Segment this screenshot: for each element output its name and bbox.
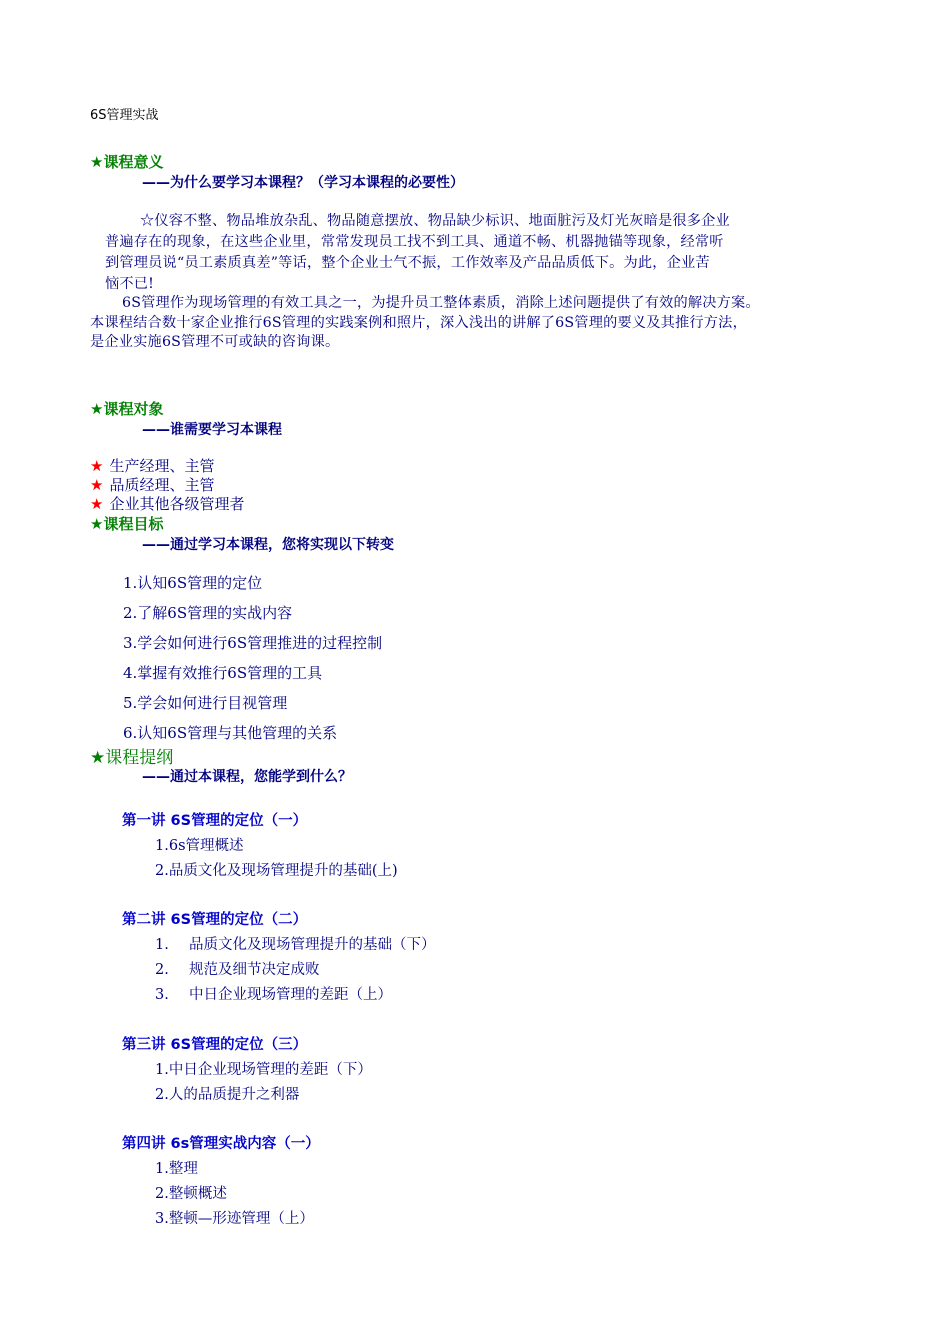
lecture-item-text: 中日企业现场管理的差距（上） xyxy=(189,987,392,1003)
lecture-item-number: 1. xyxy=(155,1062,169,1078)
audience-item-label: 企业其他各级管理者 xyxy=(109,495,245,513)
lecture-title: 第一讲 6S管理的定位（一） xyxy=(122,813,308,829)
audience-item xyxy=(90,455,214,476)
lecture-item xyxy=(155,1058,372,1079)
lecture-item-number: 1. xyxy=(155,937,169,953)
goal-item: 6.认知6S管理与其他管理的关系 xyxy=(123,724,338,742)
significance-para2-line: 本课程结合数十家企业推行6S管理的实践案例和照片，深入浅出的讲解了6S管理的要义及其推行方法， xyxy=(90,315,747,331)
lecture-item-text: 中日企业现场管理的差距（下） xyxy=(168,1062,372,1078)
lecture-item-text: 整顿概述 xyxy=(168,1186,227,1202)
lecture-item-text: 人的品质提升之利器 xyxy=(168,1087,300,1103)
audience-item-label: 品质经理、主管 xyxy=(109,476,215,494)
significance-para1-line: ☆仪容不整、物品堆放杂乱、物品随意摆放、物品缺少标识、地面脏污及灯光灰暗是很多企业 xyxy=(140,213,730,229)
lecture-item-number: 3. xyxy=(155,987,169,1003)
significance-subheading: ——为什么要学习本课程？（学习本课程的必要性） xyxy=(142,175,464,191)
lecture-item xyxy=(155,1207,314,1228)
lecture-item xyxy=(155,933,436,954)
goals-heading: ★课程目标 xyxy=(90,515,164,533)
goal-item: 1.认知6S管理的定位 xyxy=(123,574,263,592)
lecture-item-number: 2. xyxy=(155,1087,169,1103)
star-icon: ★ xyxy=(90,495,104,513)
lecture-item xyxy=(155,834,244,855)
audience-item xyxy=(90,474,214,495)
outline-subheading: ——通过本课程，您能学到什么？ xyxy=(142,769,352,785)
star-icon: ★ xyxy=(90,457,104,475)
lecture-item-text: 整理 xyxy=(168,1161,198,1177)
goals-subheading: ——通过学习本课程，您将实现以下转变 xyxy=(142,537,394,553)
significance-para2-line: 是企业实施6S管理不可或缺的咨询课。 xyxy=(90,334,340,350)
significance-para2-line: 6S管理作为现场管理的有效工具之一，为提升员工整体素质，消除上述问题提供了有效的解决方案。 xyxy=(122,295,760,311)
lecture-item xyxy=(155,1182,227,1203)
lecture-item-text: 品质文化及现场管理提升的基础(上) xyxy=(168,863,398,879)
significance-para1-line: 普遍存在的现象，在这些企业里，常常发现员工找不到工具、通道不畅、机器抛锚等现象，经常听 xyxy=(105,234,724,250)
outline-heading: ★课程提纲 xyxy=(90,748,174,768)
lecture-item-text: 6s管理概述 xyxy=(168,838,244,854)
lecture-title: 第四讲 6s管理实战内容（一） xyxy=(122,1136,320,1152)
document-title: 6S管理实战 xyxy=(90,108,159,123)
audience-heading: ★课程对象 xyxy=(90,400,164,418)
lecture-item-number: 2. xyxy=(155,863,169,879)
lecture-item-number: 1. xyxy=(155,1161,169,1177)
lecture-item xyxy=(155,983,392,1004)
lecture-item-number: 2. xyxy=(155,962,169,978)
audience-item-label: 生产经理、主管 xyxy=(109,457,215,475)
goal-item: 5.学会如何进行目视管理 xyxy=(123,694,288,712)
lecture-item-number: 3. xyxy=(155,1211,169,1227)
lecture-item-text: 品质文化及现场管理提升的基础（下） xyxy=(189,937,436,953)
audience-subheading: ——谁需要学习本课程 xyxy=(142,422,282,438)
lecture-item-number: 2. xyxy=(155,1186,169,1202)
lecture-title: 第二讲 6S管理的定位（二） xyxy=(122,912,308,928)
goal-item: 3.学会如何进行6S管理推进的过程控制 xyxy=(123,634,383,652)
lecture-item xyxy=(155,859,398,880)
significance-para1-line: 到管理员说“员工素质真差”等话，整个企业士气不振，工作效率及产品品质低下。为此，企业苦 xyxy=(105,255,710,271)
lecture-item xyxy=(155,958,320,979)
lecture-item-number: 1. xyxy=(155,838,169,854)
lecture-item-text: 整顿—形迹管理（上） xyxy=(168,1211,314,1227)
lecture-item-text: 规范及细节决定成败 xyxy=(189,962,320,978)
goal-item: 2.了解6S管理的实战内容 xyxy=(123,604,293,622)
significance-heading: ★课程意义 xyxy=(90,153,164,171)
significance-para1-line: 恼不已! xyxy=(105,276,155,292)
audience-item xyxy=(90,493,244,514)
lecture-item xyxy=(155,1083,299,1104)
lecture-item xyxy=(155,1157,198,1178)
lecture-title: 第三讲 6S管理的定位（三） xyxy=(122,1037,308,1053)
star-icon: ★ xyxy=(90,476,104,494)
goal-item: 4.掌握有效推行6S管理的工具 xyxy=(123,664,323,682)
